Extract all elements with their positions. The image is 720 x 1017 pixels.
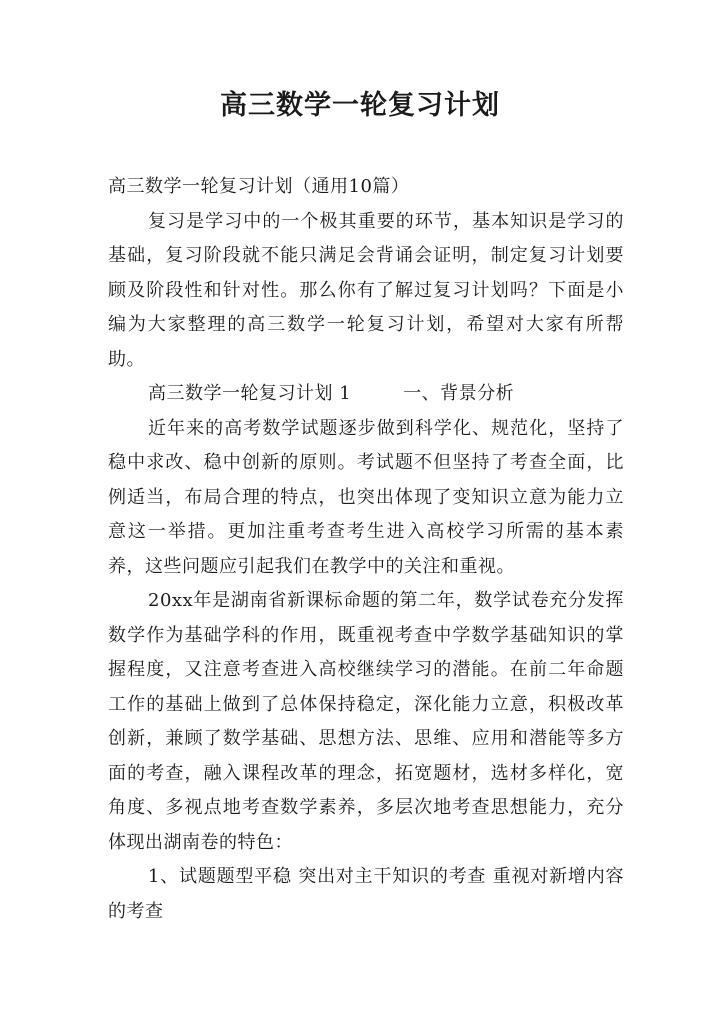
section-heading: 一、背景分析 — [403, 383, 515, 404]
background-paragraph-1: 近年来的高考数学试题逐步做到科学化、规范化，坚持了稳中求改、稳中创新的原则。考试题不但坚持了考查全面，比例适当，布局合理的特点，也突出体现了变知识立意为能力立意这一举措。更加注重考查考生进入高校学习所需的基本素养，这些问题应引起我们在教学中的关注和重视。 — [108, 417, 624, 577]
section-heading-line — [108, 377, 624, 412]
point-1-paragraph: 1、试题题型平稳 突出对主干知识的考查 重视对新增内容的考查 — [108, 866, 624, 922]
intro-paragraph: 复习是学习中的一个极其重要的环节，基本知识是学习的基础，复习阶段就不能只满足会背诵会证明，制定复习计划要顾及阶段性和针对性。那么你有了解过复习计划吗？下面是小编为大家整理的高三数学一轮复习计划，希望对大家有所帮助。 — [108, 210, 624, 370]
document-subtitle: 高三数学一轮复习计划（通用10篇） — [108, 176, 410, 197]
page-title: 高三数学一轮复习计划 — [220, 90, 500, 121]
document-body — [108, 170, 624, 929]
background-paragraph-2: 20xx年是湖南省新课标命题的第二年，数学试卷充分发挥数学作为基础学科的作用，既重视考查中学数学基础知识的掌握程度，又注意考查进入高校继续学习的潜能。在前二年命题工作的基础上做到了总体保持稳定，深化能力立意，积极改革创新，兼顾了数学基础、思想方法、思维、应用和潜能等多方面的考查，融入课程改革的理念，拓宽题材，选材多样化，宽角度、多视点地考查数学素养，多层次地考查思想能力，充分体现出湖南卷的特色： — [108, 590, 624, 853]
section-title: 高三数学一轮复习计划 1 — [148, 383, 352, 404]
